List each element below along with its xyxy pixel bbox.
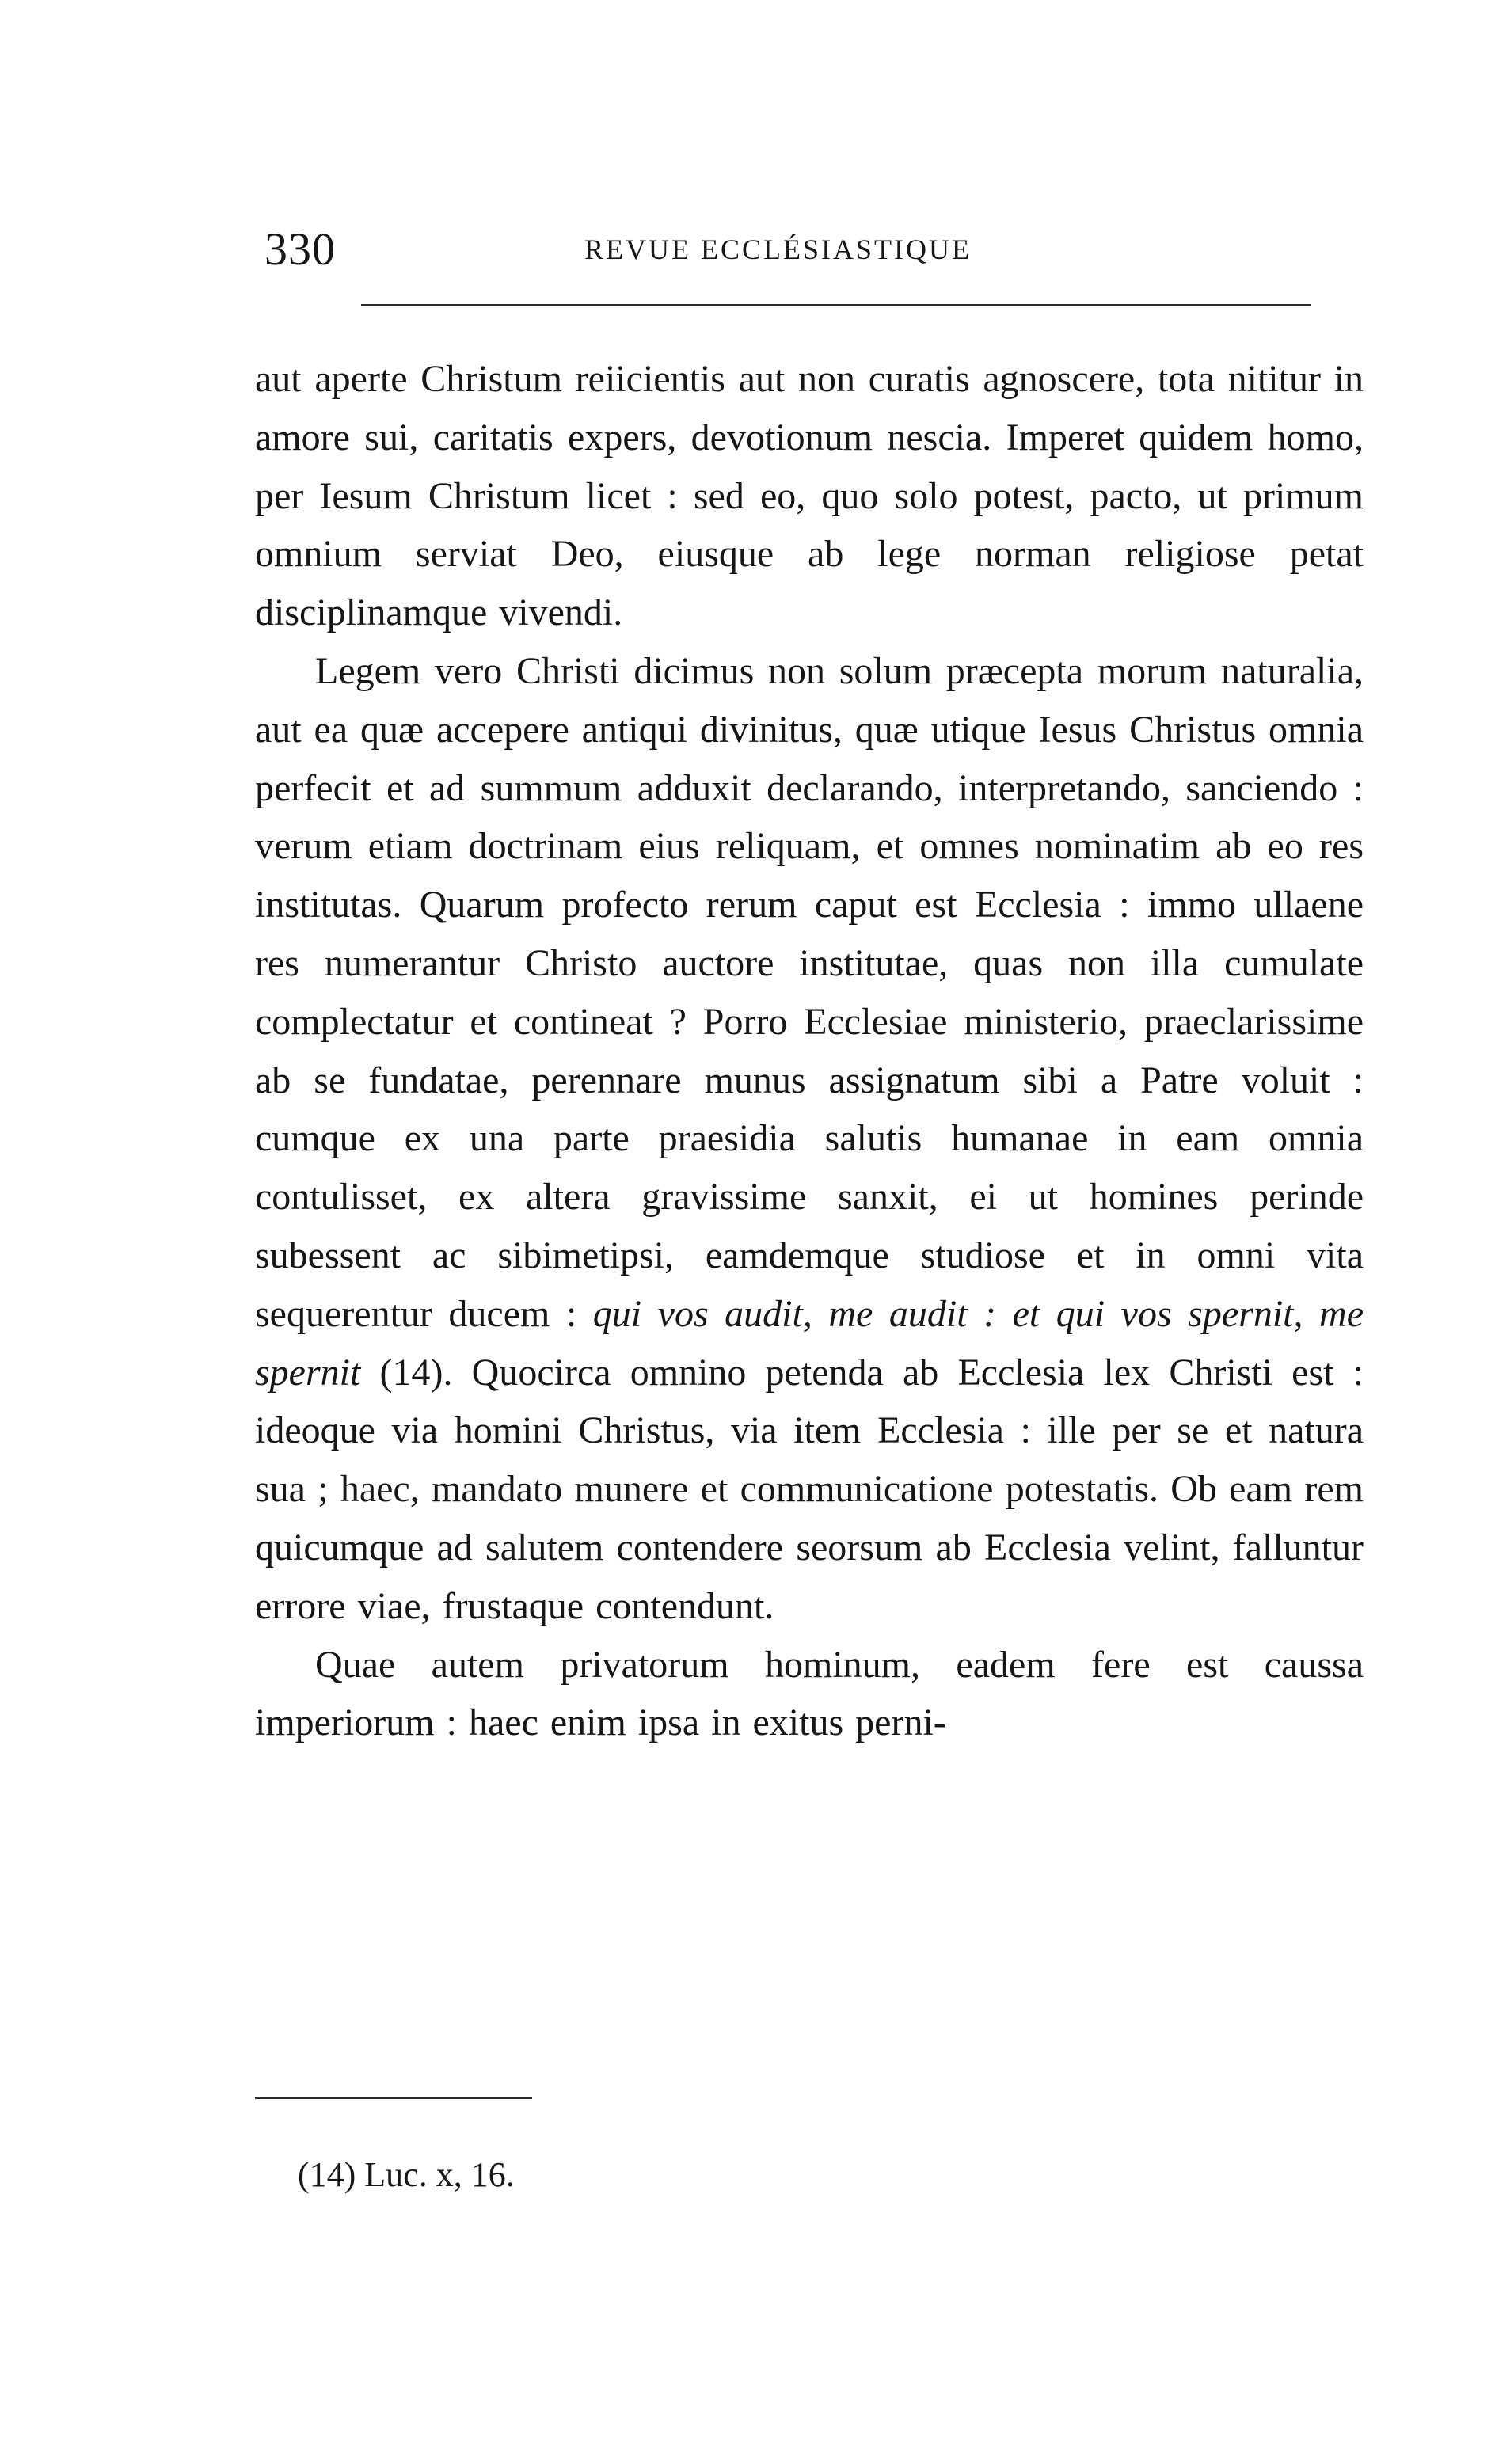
body-text bbox=[255, 350, 1364, 1752]
header-divider bbox=[361, 304, 1311, 306]
paragraph-2 bbox=[255, 642, 1364, 1636]
paragraph-2-start: Legem vero Christi dicimus non solum præcepta morum naturalia, aut ea quæ accepere antiqui divinitus, quæ utique Iesus Christus omnia perfecit et ad summum adduxit declarando, interpretando, sanciendo : verum etiam doctrinam eius reliquam, et omnes nominatim ab eo res institutas. Quarum profecto rerum caput est Ecclesia : immo ullaene res numerantur Christo auctore institutae, quas non illa cumulate complectatur et contineat ? Porro Ecclesiae ministerio, praeclarissime ab se fundatae, perennare munus assignatum sibi a Patre voluit : cumque ex una parte praesidia salutis humanae in eam omnia contulisset, ex altera gravissime sanxit, ei ut homines perinde subessent ac sibimetipsi, eamdemque studiose et in omni vita sequerentur ducem : bbox=[255, 649, 1364, 1335]
paragraph-1: aut aperte Christum reiicientis aut non curatis agnoscere, tota nititur in amore sui, caritatis expers, devotionum nescia. Imperet quidem homo, per Iesum Christum licet : sed eo, quo solo potest, pacto, ut primum omnium serviat Deo, eiusque ab lege norman religiose petat disciplinamque vivendi. bbox=[255, 358, 1364, 634]
page-number: 330 bbox=[264, 223, 336, 275]
running-title: REVUE ECCLÉSIASTIQUE bbox=[584, 234, 972, 265]
footnote-divider bbox=[255, 2097, 532, 2099]
paragraph-3: Quae autem privatorum hominum, eadem fere est caussa imperiorum : haec enim ipsa in exitus perni- bbox=[255, 1643, 1364, 1744]
gospel-quotation: qui vos audit, me audit : et qui vos spernit, me spernit bbox=[255, 1292, 1364, 1394]
footnote: (14) Luc. x, 16. bbox=[298, 2155, 515, 2194]
paragraph-2-end: (14). Quocirca omnino petenda ab Ecclesia lex Christi est : ideoque via homini Christus, via item Ecclesia : ille per se et natura sua ; haec, mandato munere et communicatione potestatis. Ob eam rem quicumque ad salutem contendere seorsum ab Ecclesia velint, falluntur errore viae, frustaque contendunt. bbox=[255, 1351, 1364, 1627]
